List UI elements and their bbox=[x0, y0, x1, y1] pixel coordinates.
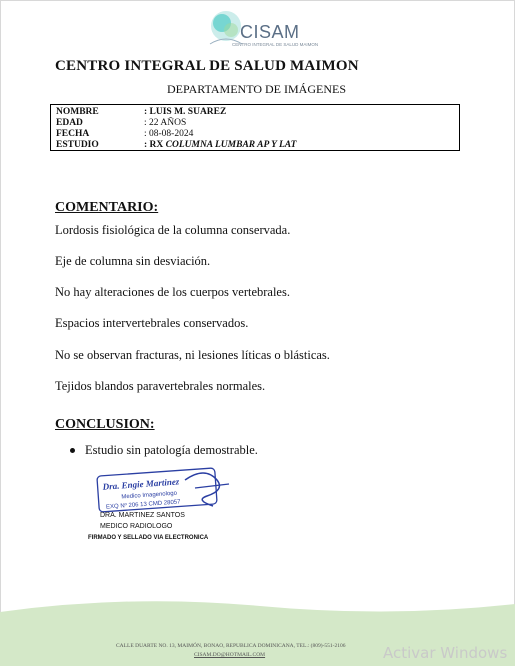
stamp-title: Medico Imagenologo bbox=[121, 490, 178, 501]
signature-title: MEDICO RADIOLOGO bbox=[100, 523, 173, 530]
conclusion-item bbox=[70, 443, 258, 458]
department-label: DEPARTAMENTO DE IMÁGENES bbox=[167, 82, 346, 96]
signature-note: FIRMADO Y SELLADO VIA ELECTRONICA bbox=[88, 535, 209, 541]
patient-value: : 08-08-2024 bbox=[144, 129, 194, 139]
comentario-heading: COMENTARIO: bbox=[55, 200, 159, 215]
patient-label: NOMBRE bbox=[56, 107, 99, 117]
patient-label: EDAD bbox=[56, 118, 83, 128]
page-title: CENTRO INTEGRAL DE SALUD MAIMON bbox=[55, 58, 359, 74]
conclusion-text: Estudio sin patología demostrable. bbox=[85, 443, 258, 457]
conclusion-heading: CONCLUSION: bbox=[55, 417, 155, 432]
bullet-icon bbox=[70, 448, 75, 453]
logo-text: CISAM bbox=[240, 22, 300, 42]
activation-watermark: Activar Windows bbox=[383, 644, 508, 662]
footer-address: CALLE DUARTE NO. 13, MAIMÓN, BONAO, REPUBLICA DOMINICANA, TEL.: (809)-551-2106 bbox=[116, 643, 346, 649]
patient-info-box bbox=[50, 104, 460, 151]
comentario-line: Espacios intervertebrales conservados. bbox=[55, 316, 249, 330]
patient-label: ESTUDIO bbox=[56, 140, 99, 150]
comentario-line: Tejidos blandos paravertebrales normales. bbox=[55, 379, 266, 393]
study-name: COLUMNA LUMBAR AP Y LAT bbox=[165, 140, 297, 150]
doctor-stamp-icon bbox=[95, 466, 235, 514]
stamp-name: Dra. Engie Martinez bbox=[102, 476, 180, 492]
patient-value: : 22 AÑOS bbox=[144, 118, 187, 128]
signature-name: DRA. MARTINEZ SANTOS bbox=[100, 512, 185, 519]
logo-subtitle: CENTRO INTEGRAL DE SALUD MAIMON bbox=[232, 42, 319, 47]
comentario-line: Eje de columna sin desviación. bbox=[55, 254, 211, 268]
patient-label: FECHA bbox=[56, 129, 90, 139]
comentario-line: No se observan fracturas, ni lesiones líticas o blásticas. bbox=[55, 348, 330, 362]
comentario-line: Lordosis fisiológica de la columna conservada. bbox=[55, 223, 291, 237]
patient-value: : LUIS M. SUAREZ bbox=[144, 107, 227, 117]
patient-row-study bbox=[56, 139, 296, 151]
comentario-line: No hay alteraciones de los cuerpos vertebrales. bbox=[55, 285, 290, 299]
stamp-exq: EXQ Nº 206 13 CMD 28057 bbox=[105, 499, 181, 511]
patient-value-prefix: : RX bbox=[144, 140, 166, 150]
footer-email[interactable]: CISAM.DO@HOTMAIL.COM bbox=[194, 652, 266, 658]
